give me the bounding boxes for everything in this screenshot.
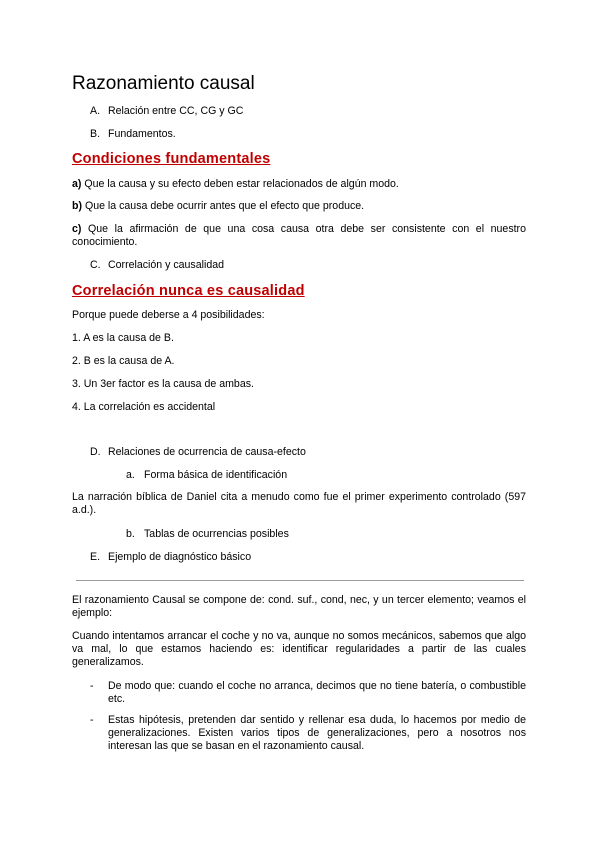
daniel-paragraph: La narración bíblica de Daniel cita a menudo como fue el primer experimento controlado (597 a.d.). xyxy=(72,491,526,516)
condition-b-text: Que la causa debe ocurrir antes que el efecto que produce. xyxy=(84,200,365,212)
closing-paragraph-1: El razonamiento Causal se compone de: cond. suf., cond, nec, y un tercer elemento; veamos el ejemplo: xyxy=(72,594,526,619)
outline-marker-d: D. xyxy=(90,446,101,458)
outline-marker-c: C. xyxy=(90,259,101,271)
condition-b-label: b) xyxy=(72,200,82,212)
possibilities-intro: Porque puede deberse a 4 posibilidades: xyxy=(72,309,265,321)
possibility-item: 3. Un 3er factor es la causa de ambas. xyxy=(72,378,254,390)
outline-item-b: Fundamentos. xyxy=(108,128,176,140)
condition-a-label: a) xyxy=(72,178,82,190)
outline-item-e: Ejemplo de diagnóstico básico xyxy=(108,551,252,563)
condition-a xyxy=(72,178,399,191)
condition-c-label: c) xyxy=(72,223,82,235)
section-heading-condiciones: Condiciones fundamentales xyxy=(72,151,271,167)
outline-item-c: Correlación y causalidad xyxy=(108,259,225,271)
horizontal-divider xyxy=(76,580,524,581)
closing-paragraph-2: Cuando intentamos arrancar el coche y no va, aunque no somos mecánicos, sabemos que algo va mal, lo que estamos haciendo es: identificar regularidades a partir de las cuales generalizamos. xyxy=(72,630,526,668)
page-title: Razonamiento causal xyxy=(72,73,255,94)
possibility-item: 2. B es la causa de A. xyxy=(72,355,175,367)
sub-marker-a: a. xyxy=(126,469,135,481)
condition-a-text: Que la causa y su efecto deben estar relacionados de algún modo. xyxy=(84,178,399,190)
sub-item-a: Forma básica de identificación xyxy=(144,469,288,481)
possibility-item: 1. A es la causa de B. xyxy=(72,332,174,344)
condition-c xyxy=(72,223,526,249)
section-heading-correlacion: Correlación nunca es causalidad xyxy=(72,283,305,299)
sub-item-b: Tablas de ocurrencias posibles xyxy=(144,528,289,540)
condition-c-text: Que la afirmación de que una cosa causa otra debe ser consistente con el nuestro conocimiento. xyxy=(72,223,526,248)
outline-marker-b: B. xyxy=(90,128,101,140)
outline-item-d: Relaciones de ocurrencia de causa-efecto xyxy=(108,446,306,458)
dash-marker: - xyxy=(90,714,94,726)
dash-marker: - xyxy=(90,680,94,692)
dash-item-text: De modo que: cuando el coche no arranca, decimos que no tiene batería, o combustible etc. xyxy=(108,680,526,705)
sub-marker-b: b. xyxy=(126,528,135,540)
outline-marker-e: E. xyxy=(90,551,101,563)
condition-b xyxy=(72,200,364,213)
possibility-item: 4. La correlación es accidental xyxy=(72,401,216,413)
outline-marker-a: A. xyxy=(90,105,101,117)
outline-item-a: Relación entre CC, CG y GC xyxy=(108,105,244,117)
dash-item-text: Estas hipótesis, pretenden dar sentido y rellenar esa duda, lo hacemos por medio de generalizaciones. Existen varios tipos de generalizaciones, pero a nosotros nos interesan las que se basan en el razonamiento causal. xyxy=(108,714,526,752)
